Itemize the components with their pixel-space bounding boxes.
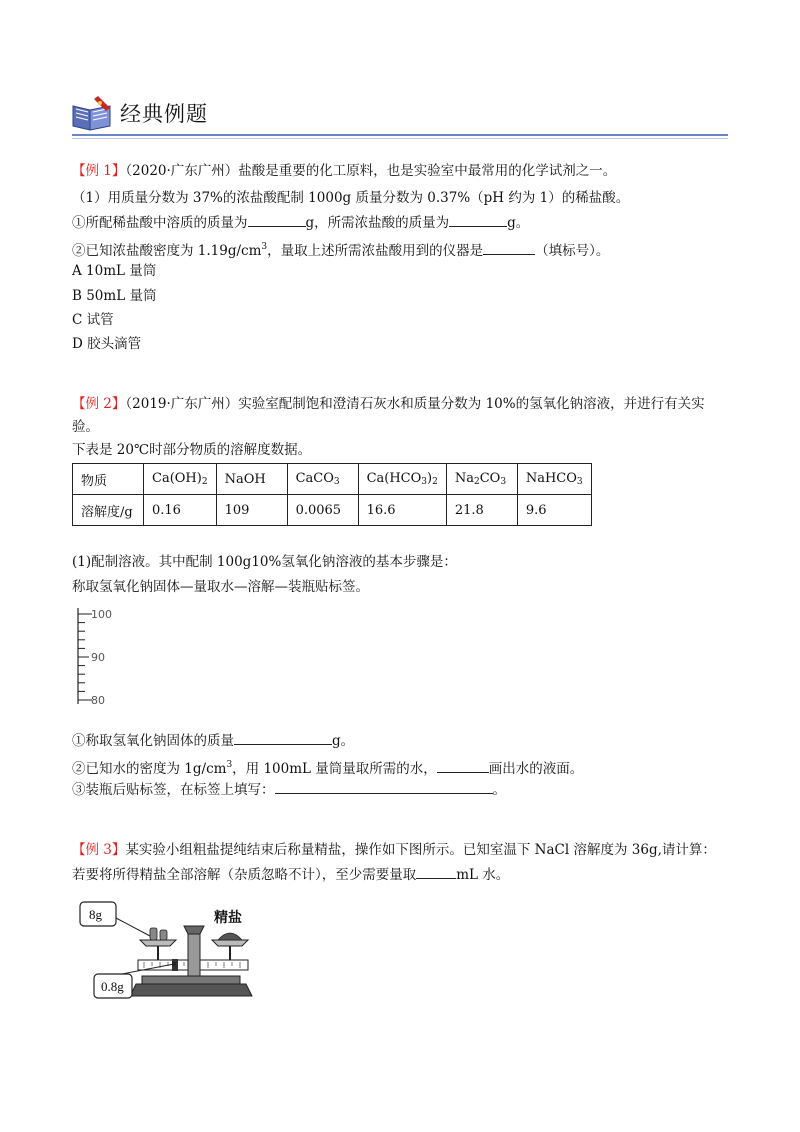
table-cell: 溶解度/g bbox=[73, 495, 144, 526]
ex2-qc-blank[interactable] bbox=[275, 780, 493, 794]
table-cell: $Ca(HCO_3)_2$ bbox=[358, 464, 446, 495]
ex1-q1b: ②已知浓盐酸密度为 $1.19g/cm^3$，量取上述所需浓盐酸用到的仪器是 （填标号）。 bbox=[72, 242, 610, 259]
balance-figure bbox=[76, 896, 266, 1002]
weight-label: 8g bbox=[89, 907, 102, 922]
ex2-q1: (1)配制溶液。其中配制 100g10%氢氧化钠溶液的基本步骤是： bbox=[72, 554, 457, 570]
ex2-tag: 【例 2】 bbox=[72, 396, 126, 412]
ex2-qa: ①称取氢氧化钠固体的质量 g。 bbox=[72, 733, 355, 749]
table-cell: 109 bbox=[216, 495, 287, 526]
ex1-intro: 【例 1】（2020·广东广州）盐酸是重要的化工原料，也是实验室中最常用的化学试剂之一。 bbox=[72, 163, 617, 179]
ex2-intro: 【例 2】（2019·广东广州）实验室配制饱和澄清石灰水和质量分数为 10%的氢氧化钠溶液，并进行有关实 bbox=[72, 396, 705, 412]
ex1-q1: （1）用质量分数为 37%的浓盐酸配制 1000g 质量分数为 0.37%（pH 约为 1）的稀盐酸。 bbox=[72, 190, 630, 206]
table-cell: NaOH bbox=[216, 464, 287, 495]
ex2-qa-blank[interactable] bbox=[234, 731, 332, 745]
table-cell: 0.0065 bbox=[287, 495, 358, 526]
table-cell: 21.8 bbox=[446, 495, 517, 526]
book-icon bbox=[70, 94, 114, 134]
title-divider-thin bbox=[72, 138, 728, 139]
cylinder-scale-figure bbox=[70, 604, 120, 708]
table-cell: 9.6 bbox=[517, 495, 591, 526]
table-cell: $Ca(OH)_2$ bbox=[144, 464, 217, 495]
ex2-qb: ②已知水的密度为 $1g/cm^3$，用 100mL 量筒量取所需的水， 画出水的液面。 bbox=[72, 760, 584, 777]
ex3-tag: 【例 3】 bbox=[72, 842, 126, 858]
ex2-table-caption: 下表是 20℃时部分物质的溶解度数据。 bbox=[72, 442, 312, 458]
cylinder-label-90: 90 bbox=[91, 651, 105, 664]
ex1-q1a-blank1[interactable] bbox=[248, 213, 306, 227]
ex3-line2: 若要将所得精盐全部溶解（杂质忽略不计），至少需要量取 mL 水。 bbox=[72, 867, 510, 883]
ex1-option-d: D 胶头滴管 bbox=[72, 336, 142, 352]
ex2-qc: ③装瓶后贴标签，在标签上填写： 。 bbox=[72, 782, 506, 798]
ex1-tag: 【例 1】 bbox=[72, 163, 126, 179]
ex3-line1: 【例 3】某实验小组粗盐提纯结束后称量精盐，操作如下图所示。已知室温下 NaCl 溶解度为 36g,请计算： bbox=[72, 842, 716, 858]
ex2-qb-blank[interactable] bbox=[437, 759, 489, 773]
table-cell: CaCO$_3$ bbox=[287, 464, 358, 495]
ex1-q1b-blank[interactable] bbox=[483, 241, 535, 255]
ex3-blank[interactable] bbox=[416, 865, 456, 879]
table-cell: $Na_2CO_3$ bbox=[446, 464, 517, 495]
cylinder-label-100: 100 bbox=[91, 608, 112, 621]
ex1-q1a: ①所配稀盐酸中溶质的质量为 g，所需浓盐酸的质量为 g。 bbox=[72, 215, 530, 231]
rider-label: 0.8g bbox=[101, 979, 124, 994]
table-cell: 16.6 bbox=[358, 495, 446, 526]
table-row bbox=[73, 495, 592, 526]
title-divider bbox=[72, 134, 728, 136]
table-cell: NaHCO$_3$ bbox=[517, 464, 591, 495]
ex1-option-b: B 50mL 量筒 bbox=[72, 288, 157, 304]
ex1-q1a-blank2[interactable] bbox=[449, 213, 507, 227]
cylinder-label-80: 80 bbox=[91, 694, 105, 707]
ex1-option-c: C 试管 bbox=[72, 312, 114, 328]
salt-label: 精盐 bbox=[214, 910, 242, 926]
section-title: 经典例题 bbox=[120, 102, 208, 126]
table-row bbox=[73, 464, 592, 495]
solubility-table bbox=[72, 463, 592, 526]
ex2-steps: 称取氢氧化钠固体—量取水—溶解—装瓶贴标签。 bbox=[72, 579, 369, 595]
ex2-intro-cont: 验。 bbox=[72, 419, 99, 435]
table-cell: 0.16 bbox=[144, 495, 217, 526]
table-cell: 物质 bbox=[73, 464, 144, 495]
ex1-option-a: A 10mL 量筒 bbox=[72, 263, 157, 279]
